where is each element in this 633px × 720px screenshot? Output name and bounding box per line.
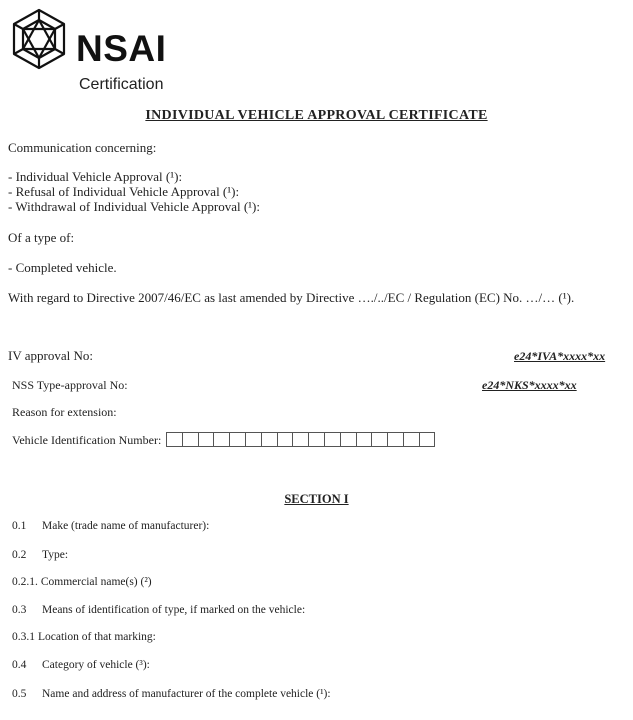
section-item (12, 549, 68, 561)
iv-approval-value: e24*IVA*xxxx*xx (514, 349, 606, 363)
vin-character-box[interactable] (229, 432, 245, 447)
vin-character-box[interactable] (213, 432, 229, 447)
vin-character-box[interactable] (340, 432, 356, 447)
directive-text: With regard to Directive 2007/46/EC as last amended by Directive …./../EC / Regulation (EC) No. …/… (¹). (8, 290, 575, 305)
section-item (12, 576, 152, 588)
vin-input-boxes[interactable] (166, 432, 435, 447)
section-item (12, 688, 331, 700)
certificate-title: INDIVIDUAL VEHICLE APPROVAL CERTIFICATE (145, 108, 488, 123)
vin-character-box[interactable] (403, 432, 419, 447)
section-item (12, 631, 156, 643)
vin-character-box[interactable] (419, 432, 435, 447)
vin-character-box[interactable] (308, 432, 324, 447)
nss-approval-label: NSS Type-approval No: (12, 378, 128, 392)
communication-label: Communication concerning: (8, 140, 157, 155)
section-item-label: Make (trade name of manufacturer): (42, 520, 210, 532)
type-label: Of a type of: (8, 230, 75, 245)
section-item (12, 520, 209, 532)
communication-item: - Withdrawal of Individual Vehicle Approval (¹): (8, 199, 260, 214)
vin-character-box[interactable] (261, 432, 277, 447)
section-item (12, 659, 150, 671)
section-item-label: Commercial name(s) (²) (40, 576, 152, 588)
section-item-number: 0.2 (12, 549, 27, 561)
communication-item: - Individual Vehicle Approval (¹): (8, 169, 183, 184)
vin-character-box[interactable] (387, 432, 403, 447)
brand-subtitle: Certification (79, 76, 164, 93)
polyhedron-logo-icon (8, 8, 70, 70)
vin-character-box[interactable] (356, 432, 372, 447)
section-item-number: 0.3.1 (12, 631, 35, 643)
section-item-number: 0.1 (12, 520, 27, 532)
type-item: - Completed vehicle. (8, 260, 117, 275)
vin-character-box[interactable] (245, 432, 261, 447)
section-title: SECTION I (284, 492, 349, 506)
communication-item: - Refusal of Individual Vehicle Approval (¹): (8, 184, 240, 199)
vin-character-box[interactable] (324, 432, 340, 447)
section-item-number: 0.4 (12, 659, 27, 671)
section-item-number: 0.5 (12, 688, 27, 700)
vin-character-box[interactable] (292, 432, 308, 447)
brand-name: NSAI (76, 28, 167, 69)
section-item-label: Type: (42, 549, 69, 561)
vin-character-box[interactable] (182, 432, 198, 447)
vin-character-box[interactable] (166, 432, 182, 447)
section-item-number: 0.2.1. (12, 576, 38, 588)
nss-approval-value: e24*NKS*xxxx*xx (482, 378, 577, 392)
vin-character-box[interactable] (371, 432, 387, 447)
section-item (12, 604, 305, 616)
iv-approval-label: IV approval No: (8, 348, 93, 363)
vin-character-box[interactable] (277, 432, 293, 447)
section-item-label: Name and address of manufacturer of the complete vehicle (¹): (42, 688, 331, 700)
vin-character-box[interactable] (198, 432, 214, 447)
section-item-label: Location of that marking: (38, 631, 156, 643)
section-item-number: 0.3 (12, 604, 27, 616)
section-item-label: Means of identification of type, if marked on the vehicle: (42, 604, 306, 616)
vin-label: Vehicle Identification Number: (12, 433, 162, 447)
reason-label: Reason for extension: (12, 405, 117, 419)
section-item-label: Category of vehicle (³): (42, 659, 150, 671)
